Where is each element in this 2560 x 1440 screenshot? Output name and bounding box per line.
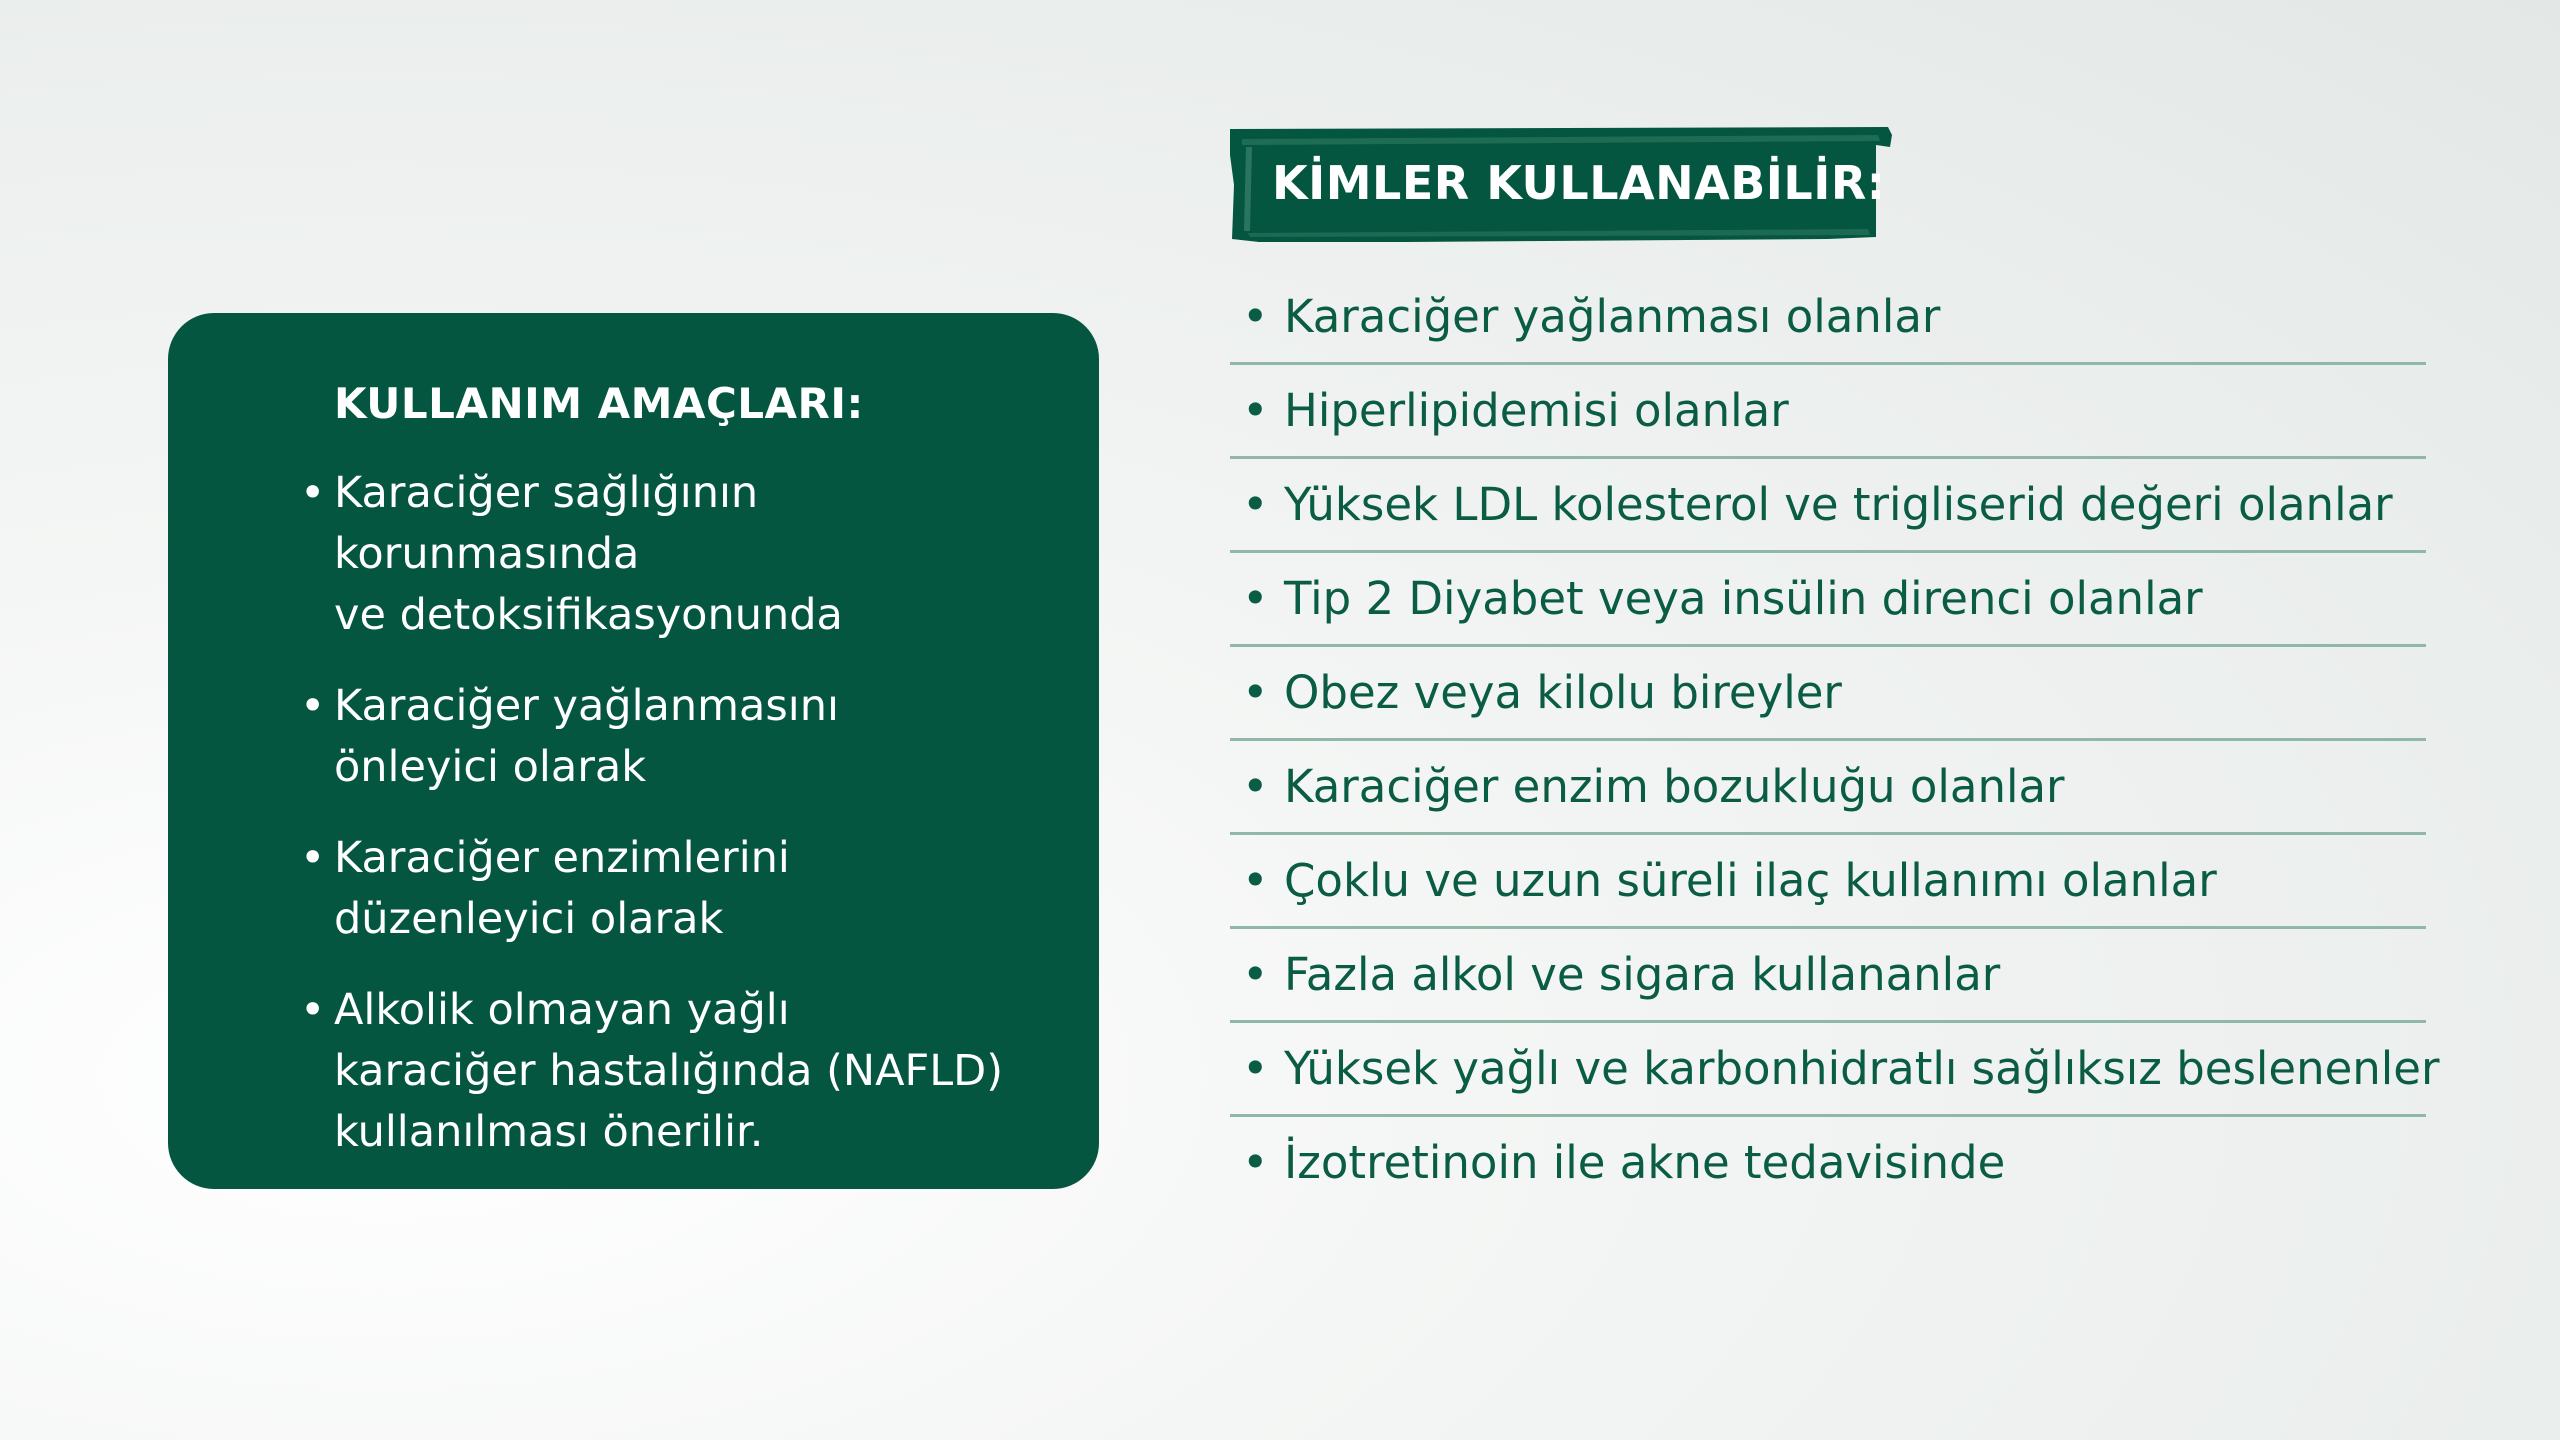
bullet-icon: • bbox=[300, 468, 326, 519]
usage-item-line: Karaciğer yağlanmasını bbox=[334, 681, 839, 732]
who-list-item bbox=[1230, 835, 2426, 929]
who-list-item bbox=[1230, 365, 2426, 459]
who-item-text: Tip 2 Diyabet veya insülin direnci olanlar bbox=[1284, 572, 2203, 625]
usage-item bbox=[238, 463, 1039, 646]
bullet-icon: • bbox=[1242, 854, 1269, 907]
usage-item-line: kullanılması önerilir. bbox=[334, 1107, 764, 1158]
who-item-text: Yüksek LDL kolesterol ve trigliserid değeri olanlar bbox=[1284, 478, 2393, 531]
bullet-icon: • bbox=[1242, 666, 1269, 719]
usage-item-line: düzenleyici olarak bbox=[334, 894, 724, 945]
usage-item bbox=[238, 676, 1039, 798]
usage-item-line: Karaciğer enzimlerini bbox=[334, 833, 790, 884]
usage-item-line: Karaciğer sağlığının korunmasında bbox=[334, 468, 759, 580]
who-title: KİMLER KULLANABİLİR: bbox=[1272, 156, 1886, 210]
who-list-item bbox=[1230, 929, 2426, 1023]
bullet-icon: • bbox=[300, 985, 326, 1036]
who-list-item bbox=[1230, 553, 2426, 647]
bullet-icon: • bbox=[1242, 1042, 1269, 1095]
who-list-item bbox=[1230, 1117, 2426, 1208]
who-item-text: Hiperlipidemisi olanlar bbox=[1284, 384, 1789, 437]
usage-card bbox=[168, 313, 1099, 1189]
usage-item-line: ve detoksifikasyonunda bbox=[334, 590, 843, 641]
bullet-icon: • bbox=[300, 833, 326, 884]
who-item-text: İzotretinoin ile akne tedavisinde bbox=[1284, 1136, 2006, 1189]
bullet-icon: • bbox=[1242, 478, 1269, 531]
who-title-badge bbox=[1228, 125, 1895, 242]
usage-item bbox=[238, 980, 1039, 1163]
bullet-icon: • bbox=[1242, 948, 1269, 1001]
who-list-item bbox=[1230, 741, 2426, 835]
usage-item bbox=[238, 828, 1039, 950]
bullet-icon: • bbox=[1242, 760, 1269, 813]
who-list bbox=[1230, 271, 2440, 1208]
who-list-item bbox=[1230, 647, 2426, 741]
who-item-text: Karaciğer enzim bozukluğu olanlar bbox=[1284, 760, 2065, 813]
bullet-icon: • bbox=[300, 681, 326, 732]
usage-item-line: Alkolik olmayan yağlı bbox=[334, 985, 790, 1036]
usage-item-line: karaciğer hastalığında (NAFLD) bbox=[334, 1046, 1004, 1097]
who-item-text: Karaciğer yağlanması olanlar bbox=[1284, 290, 1941, 343]
bullet-icon: • bbox=[1242, 290, 1269, 343]
bullet-icon: • bbox=[1242, 1136, 1269, 1189]
who-item-text: Çoklu ve uzun süreli ilaç kullanımı olanlar bbox=[1284, 854, 2217, 907]
usage-title: KULLANIM AMAÇLARI: bbox=[334, 379, 864, 428]
who-item-text: Obez veya kilolu bireyler bbox=[1284, 666, 1842, 719]
bullet-icon: • bbox=[1242, 384, 1269, 437]
who-list-item bbox=[1230, 1023, 2440, 1117]
who-item-text: Fazla alkol ve sigara kullananlar bbox=[1284, 948, 2001, 1001]
who-list-item bbox=[1230, 271, 2426, 365]
who-item-text: Yüksek yağlı ve karbonhidratlı sağlıksız beslenenler bbox=[1284, 1042, 2440, 1095]
who-list-item bbox=[1230, 459, 2426, 553]
usage-item-line: önleyici olarak bbox=[334, 742, 647, 793]
usage-list bbox=[238, 463, 1039, 1163]
bullet-icon: • bbox=[1242, 572, 1269, 625]
